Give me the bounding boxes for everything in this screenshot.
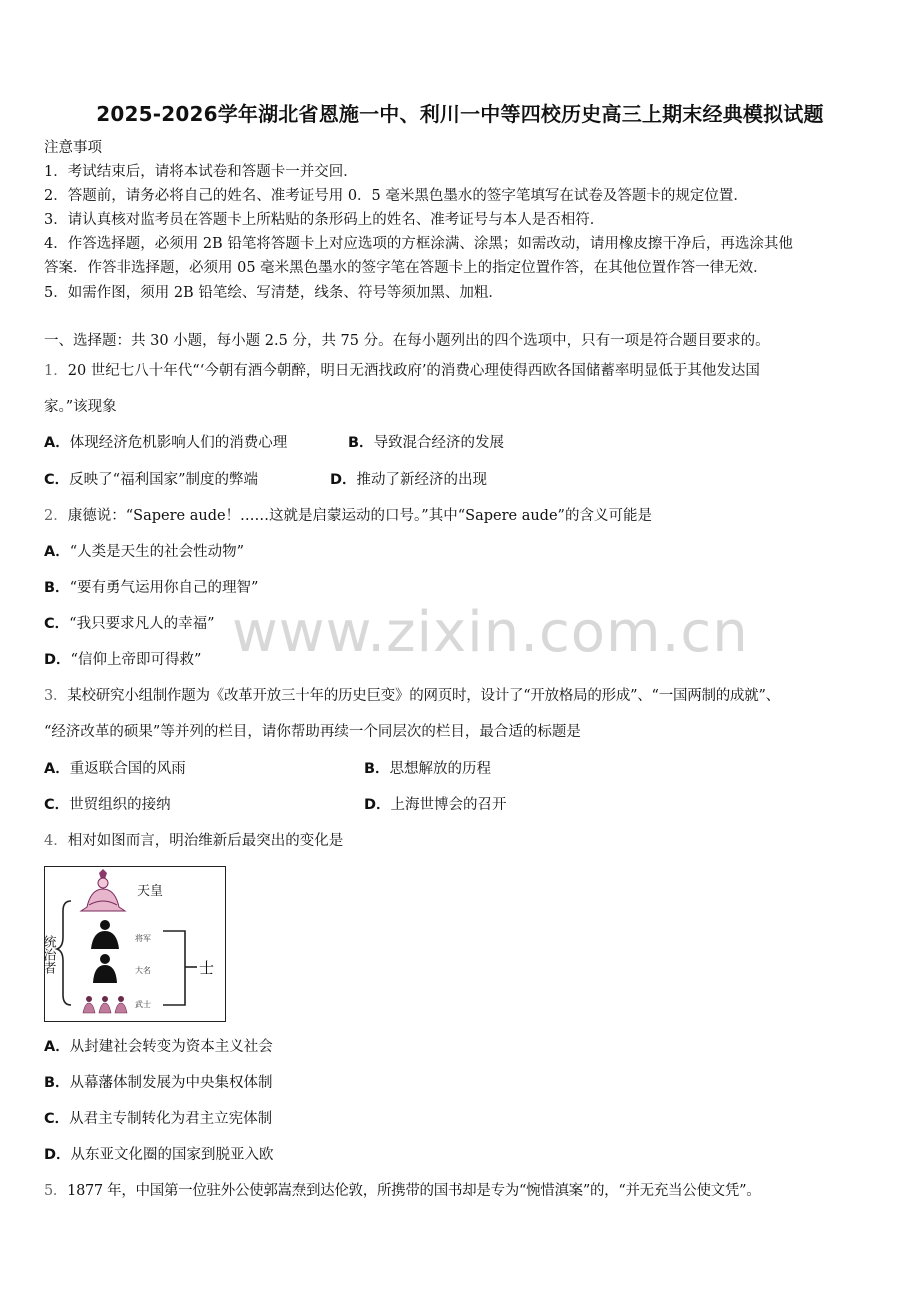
option-label: C．	[44, 472, 70, 488]
daimyo-figure-icon	[93, 954, 117, 983]
notice-item: 答案．作答非选择题，必须用 05 毫米黑色墨水的签字笔在答题卡上的指定位置作答，在其他位置作答一律无效．	[44, 260, 768, 276]
option-a	[44, 433, 287, 453]
option-text: 反映了“福利国家”制度的弊端	[69, 472, 258, 488]
option-label: A．	[44, 761, 70, 777]
notice-item: 1．考试结束后，请将本试卷和答题卡一并交回．	[44, 164, 358, 180]
question-2-stem	[44, 506, 652, 526]
option-c	[44, 795, 171, 815]
option-label: B．	[44, 1075, 70, 1091]
option-text: “信仰上帝即可得救”	[70, 652, 202, 668]
option-a	[44, 542, 244, 562]
notice-item: 5．如需作图，须用 2B 铅笔绘、写清楚，线条、符号等须加黑、加粗．	[44, 285, 503, 301]
bushi-figures-icon	[83, 996, 127, 1013]
option-label: B．	[44, 580, 70, 596]
option-d	[44, 650, 201, 670]
question-1-stem-cont: 家。”该现象	[44, 399, 117, 415]
hierarchy-figure	[40, 866, 226, 1022]
option-text: 导致混合经济的发展	[373, 435, 505, 451]
label-shogun: 将军	[135, 934, 151, 943]
page-title: 2025-2026学年湖北省恩施一中、利川一中等四校历史高三上期末经典模拟试题	[96, 102, 824, 126]
question-4-stem	[44, 831, 343, 851]
option-label: D．	[44, 1147, 71, 1163]
option-text: 思想解放的历程	[389, 761, 492, 777]
question-3-stem-cont: “经济改革的硕果”等并列的栏目，请你帮助再续一个同层次的栏目，最合适的标题是	[44, 724, 581, 740]
label-bushi: 武士	[135, 1000, 151, 1009]
option-d	[330, 470, 487, 490]
option-text: “要有勇气运用你自己的理智”	[69, 580, 259, 596]
question-3-stem	[44, 686, 780, 706]
label-daimyo: 大名	[135, 966, 151, 975]
question-text: 康德说：“Sapere aude！……这就是启蒙运动的口号。”其中“Sapere aude”的含义可能是	[67, 508, 652, 524]
option-label: B．	[348, 435, 374, 451]
question-text: 1877 年，中国第一位驻外公使郭嵩焘到达伦敦，所携带的国书却是专为“惋惜滇案”的，“并无充当公使文凭”。	[67, 1183, 761, 1199]
label-rulers: 统治者	[40, 935, 56, 974]
option-d	[364, 795, 507, 815]
option-c	[44, 470, 258, 490]
option-text: 推动了新经济的出现	[356, 472, 488, 488]
question-1-stem	[44, 361, 760, 381]
option-a	[44, 759, 186, 779]
option-label: B．	[364, 761, 390, 777]
option-text: “人类是天生的社会性动物”	[69, 544, 245, 560]
option-label: A．	[44, 435, 70, 451]
question-text: 20 世纪七八十年代“‘今朝有酒今朝醉，明日无酒找政府’的消费心理使得西欧各国储蓄率明显低于其他发达国	[67, 363, 760, 379]
option-a	[44, 1037, 273, 1057]
option-text: 重返联合国的风雨	[69, 761, 186, 777]
question-number: 3．	[44, 688, 68, 704]
option-b	[364, 759, 491, 779]
label-samurai-class: 士	[199, 959, 215, 977]
option-b	[44, 578, 258, 598]
option-text: 上海世博会的召开	[390, 797, 507, 813]
question-5-stem	[44, 1181, 760, 1201]
option-text: 从君主专制转化为君主立宪体制	[69, 1111, 273, 1127]
question-number: 1．	[44, 363, 68, 379]
option-text: 从封建社会转变为资本主义社会	[69, 1039, 273, 1055]
notice-heading: 注意事项	[44, 140, 102, 156]
option-text: 世贸组织的接纳	[69, 797, 171, 813]
question-text: 相对如图而言，明治维新后最突出的变化是	[67, 833, 344, 849]
right-bracket	[163, 931, 185, 1005]
shogun-figure-icon	[91, 920, 119, 949]
option-label: A．	[44, 544, 70, 560]
question-number: 2．	[44, 508, 68, 524]
question-text: 某校研究小组制作题为《改革开放三十年的历史巨变》的网页时，设计了“开放格局的形成”、“一国两制的成就”、	[67, 688, 780, 704]
option-c	[44, 614, 214, 634]
section-heading: 一、选择题：共 30 小题，每小题 2.5 分，共 75 分。在每小题列出的四个选项中，只有一项是符合题目要求的。	[44, 333, 770, 349]
option-text: “我只要求凡人的幸福”	[69, 616, 215, 632]
option-b	[44, 1073, 273, 1093]
option-c	[44, 1109, 272, 1129]
option-b	[348, 433, 504, 453]
option-label: D．	[44, 652, 71, 668]
question-number: 5．	[44, 1183, 68, 1199]
option-text: 体现经济危机影响人们的消费心理	[69, 435, 288, 451]
option-label: C．	[44, 797, 70, 813]
hierarchy-diagram	[40, 867, 225, 1021]
left-brace	[57, 901, 71, 1005]
question-number: 4．	[44, 833, 68, 849]
watermark: www.zixin.com.cn	[232, 600, 749, 665]
option-d	[44, 1145, 274, 1165]
option-label: C．	[44, 616, 70, 632]
option-label: D．	[364, 797, 391, 813]
option-label: C．	[44, 1111, 70, 1127]
option-text: 从幕藩体制发展为中央集权体制	[69, 1075, 273, 1091]
label-emperor: 天皇	[137, 884, 164, 899]
option-label: D．	[330, 472, 357, 488]
option-text: 从东亚文化圈的国家到脱亚入欧	[70, 1147, 274, 1163]
notice-item: 2．答题前，请务必将自己的姓名、准考证号用 0．5 毫米黑色墨水的签字笔填写在试卷及答题卡的规定位置．	[44, 188, 748, 204]
emperor-figure-icon	[81, 869, 125, 911]
notice-item: 3．请认真核对监考员在答题卡上所粘贴的条形码上的姓名、准考证号与本人是否相符．	[44, 212, 605, 228]
option-label: A．	[44, 1039, 70, 1055]
notice-item: 4．作答选择题，必须用 2B 铅笔将答题卡上对应选项的方框涂满、涂黑；如需改动，请用橡皮擦干净后，再选涂其他	[44, 236, 793, 252]
